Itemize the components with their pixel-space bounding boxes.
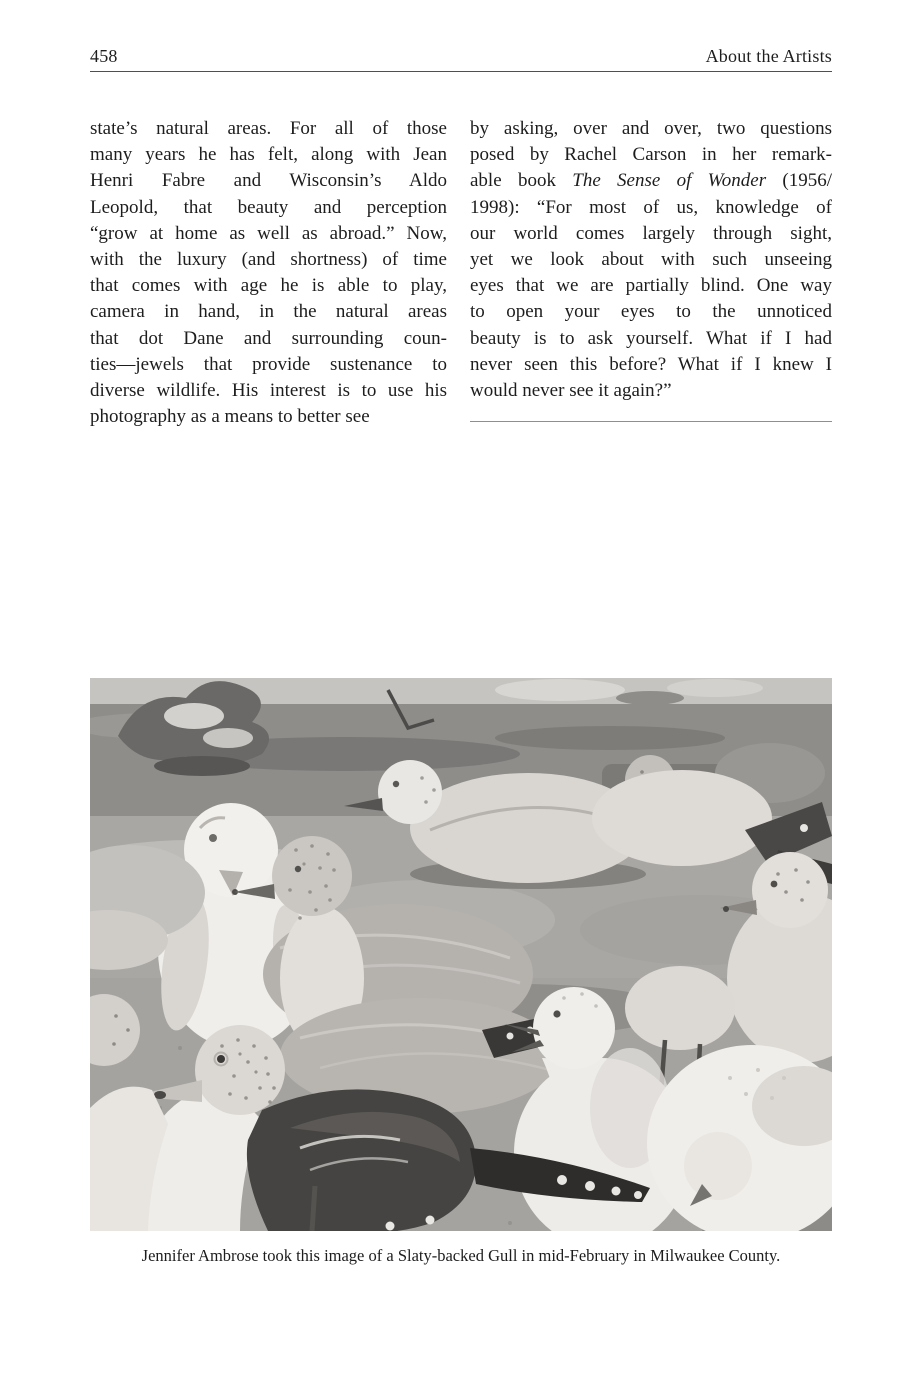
section-divider-rule <box>470 421 832 422</box>
text-line: with the luxury (and shortness) of time <box>90 249 447 271</box>
text-column-right <box>470 116 832 404</box>
text-line: photography as a means to better see <box>90 406 370 428</box>
text-line: Leopold, that beauty and perception <box>90 196 447 218</box>
text-column-left <box>90 116 447 430</box>
text-line: state’s natural areas. For all of those <box>90 118 447 139</box>
gull-photograph <box>90 678 832 1231</box>
text-line: able book The Sense of Wonder (1956/ <box>470 170 832 192</box>
text-line: that comes with age he is able to play, <box>90 275 447 297</box>
text-line: yet we look about with such unseeing <box>470 249 832 271</box>
text-line: camera in hand, in the natural areas <box>90 301 447 323</box>
text-line: 1998): “For most of us, knowledge of <box>470 196 832 218</box>
text-line: “grow at home as well as abroad.” Now, <box>90 222 447 244</box>
text-line: diverse wildlife. His interest is to use his <box>90 380 447 402</box>
text-line: that dot Dane and surrounding coun- <box>90 327 447 349</box>
text-line: by asking, over and over, two questions <box>470 118 832 139</box>
photo-caption: Jennifer Ambrose took this image of a Slaty-backed Gull in mid-February in Milwaukee County. <box>141 1246 781 1265</box>
text-line: eyes that we are partially blind. One way <box>470 275 832 297</box>
header-rule <box>90 71 832 72</box>
text-line: Henri Fabre and Wisconsin’s Aldo <box>90 170 447 192</box>
text-line: posed by Rachel Carson in her remark- <box>470 144 832 166</box>
text-line: our world comes largely through sight, <box>470 222 832 244</box>
page-number: 458 <box>90 46 118 66</box>
running-head: About the Artists <box>705 46 832 66</box>
text-line: many years he has felt, along with Jean <box>90 144 447 166</box>
text-line: beauty is to ask yourself. What if I had <box>470 327 832 349</box>
text-line: to open your eyes to the unnoticed <box>470 301 832 323</box>
text-line: would never see it again?” <box>470 380 672 402</box>
text-line: ties—jewels that provide sustenance to <box>90 353 447 375</box>
text-line: never seen this before? What if I knew I <box>470 353 832 375</box>
